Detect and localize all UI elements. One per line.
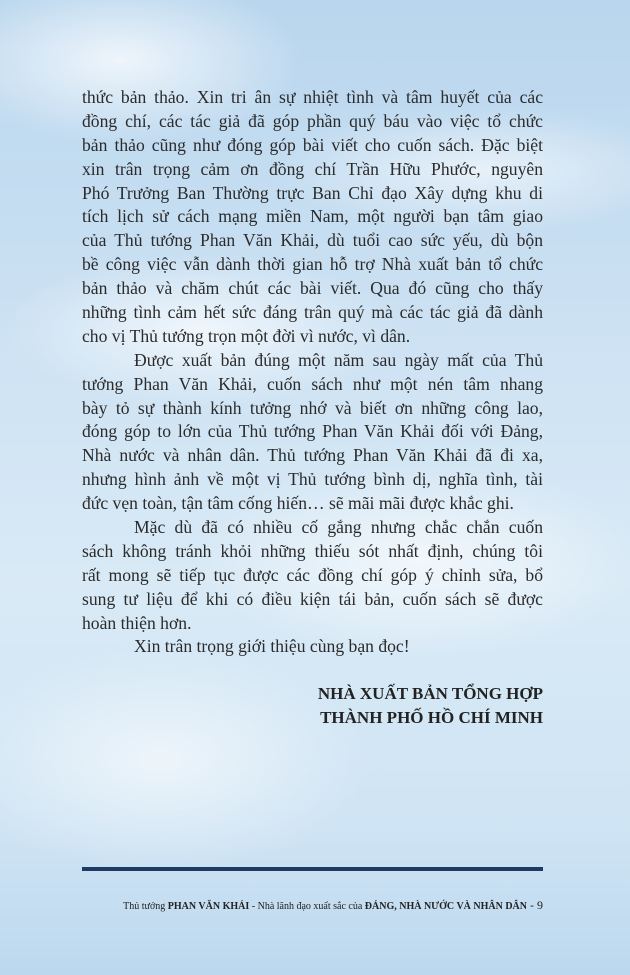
text-line: cho vị Thủ tướng trọn một đời vì nước, vì dân. [82,325,411,346]
text-line: bày tỏ sự thành kính tưởng nhớ và biết ơn những công lao, [82,397,543,418]
footer-middle: - Nhà lãnh đạo xuất sắc của [249,901,365,912]
text-line: đóng góp to lớn của Thủ tướng Phan Văn Khải đối với Đảng, [82,421,543,442]
footer-name: PHAN VĂN KHẢI [167,901,250,912]
paragraph [82,516,543,635]
text-line: rất mong sẽ tiếp tục được các đồng chí góp ý chỉnh sửa, bổ [82,564,543,585]
text-line: tướng Phan Văn Khải, cuốn sách như một nén tâm nhang [82,373,543,394]
paragraph [82,349,543,516]
paragraph [82,86,543,349]
text-line: Xin trân trọng giới thiệu cùng bạn đọc! [134,636,410,657]
text-line: Mặc dù đã có nhiều cố gắng nhưng chắc chắn cuốn [134,517,543,538]
text-line: bản thảo cũng như đóng góp bài viết cho cuốn sách. Đặc biệt [82,134,543,155]
text-line: sách không tránh khỏi những thiếu sót nhất định, chúng tôi [82,540,543,561]
text-line: của Thủ tướng Phan Văn Khải, dù tuổi cao sức yếu, dù bộn [82,230,543,251]
footer-prefix: Thủ tướng [123,901,168,912]
text-line: xin trân trọng cảm ơn đồng chí Trần Hữu Phước, nguyên [82,158,543,179]
footer-divider [82,867,543,871]
text-line: đức vẹn toàn, tận tâm cống hiến… sẽ mãi mãi được khắc ghi. [82,493,514,514]
body-text [82,86,543,659]
text-line: Phó Trưởng Ban Thường trực Ban Chỉ đạo Xây dựng khu di [82,182,543,203]
page-number: - 9 [527,898,543,912]
text-line: bản thảo và chăm chút các bài viết. Qua đó cũng cho thấy [82,278,543,299]
signature-line: NHÀ XUẤT BẢN TỔNG HỢP [317,684,543,703]
text-line: thức bản thảo. Xin tri ân sự nhiệt tình và tâm huyết của các [82,87,543,107]
text-line: bề công việc vẫn dành thời gian hỗ trợ Nhà xuất bản tổ chức [82,254,543,275]
text-line: đồng chí, các tác giả đã góp phần quý báu vào việc tổ chức [82,110,543,131]
paragraph [82,635,543,659]
text-line: Được xuất bản đúng một năm sau ngày mất của Thủ [134,349,543,370]
text-line: tích lịch sử cách mạng miền Nam, một người bạn tâm giao [82,206,543,227]
signature-line: THÀNH PHỐ HỒ CHÍ MINH [320,708,543,727]
text-line: hoàn thiện hơn. [82,612,192,633]
text-line: sung tư liệu để khi có điều kiện tái bản, cuốn sách sẽ được [82,588,543,609]
text-line: nhưng hình ảnh về một vị Thủ tướng bình dị, nghĩa tình, tài [82,469,543,490]
text-line: Nhà nước và nhân dân. Thủ tướng Phan Văn Khải đã đi xa, [82,445,543,466]
publisher-signature [318,682,543,730]
running-footer [123,898,543,913]
footer-emphasis: ĐẢNG, NHÀ NƯỚC VÀ NHÂN DÂN [364,901,527,912]
text-line: những tình cảm hết sức đáng trân quý mà các tác giả đã dành [82,302,543,323]
